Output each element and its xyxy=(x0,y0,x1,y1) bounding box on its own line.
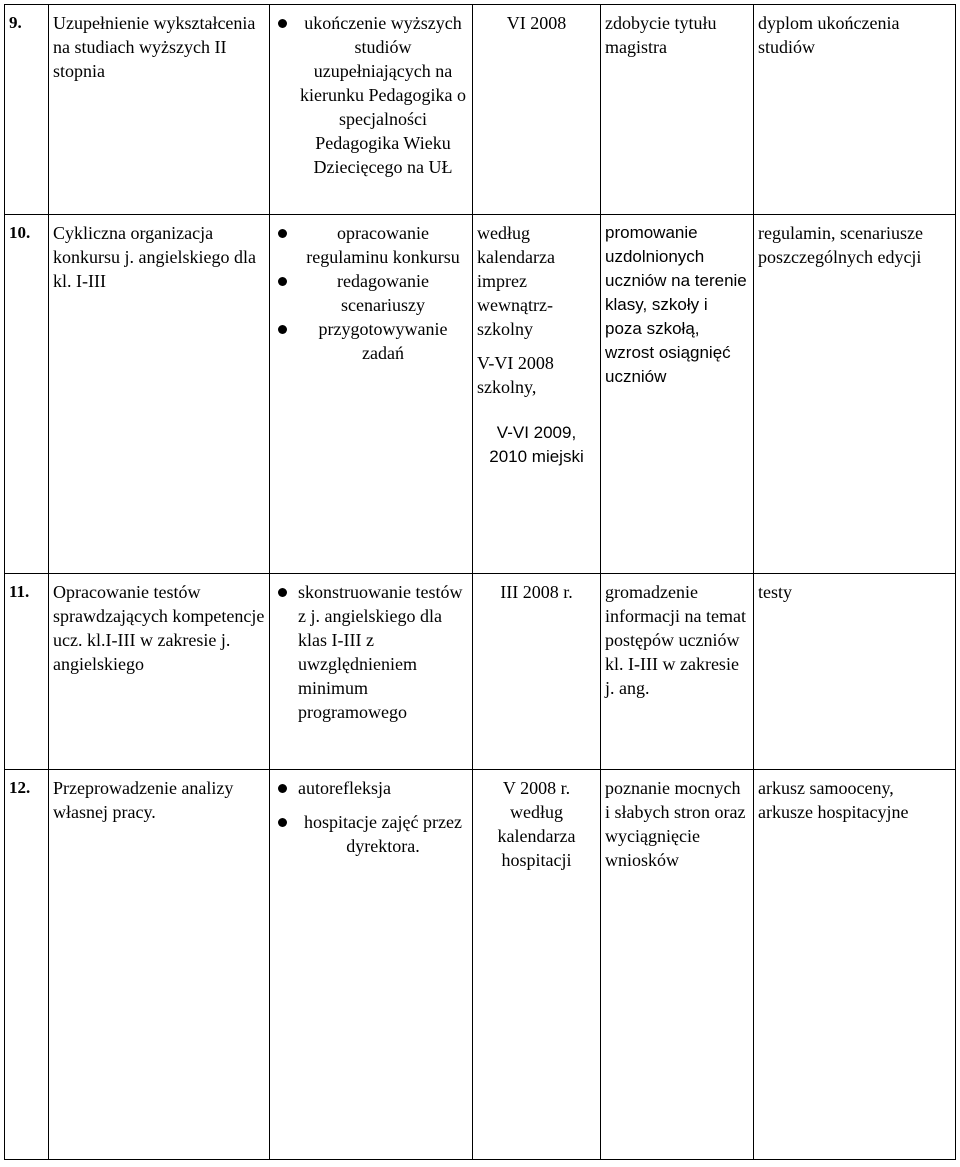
list-item: opracowanie regulaminu konkursu xyxy=(274,221,468,269)
task-cell: Opracowanie testów sprawdzających kompetencje ucz. kl.I-III w zakresie j. angielskiego xyxy=(49,574,270,770)
bullet-icon xyxy=(278,784,287,793)
timing-cell: V 2008 r. według kalendarza hospitacji xyxy=(473,770,601,1160)
list-item: ukończenie wyższych studiów uzupełniających na kierunku Pedagogika o specjalności Pedagogika Wieku Dziecięcego na UŁ xyxy=(274,11,468,179)
list-item: autorefleksja xyxy=(274,776,468,800)
row-number: 12. xyxy=(5,770,49,1160)
activities-cell xyxy=(270,5,473,215)
activities-cell xyxy=(270,574,473,770)
activities-cell xyxy=(270,215,473,574)
bullet-icon xyxy=(278,325,287,334)
evidence-cell: regulamin, scenariusze poszczególnych edycji xyxy=(754,215,956,574)
bullet-icon xyxy=(278,19,287,28)
task-cell: Uzupełnienie wykształcenia na studiach wyższych II stopnia xyxy=(49,5,270,215)
list-item: redagowanie scenariuszy xyxy=(274,269,468,317)
list-item: przygotowywanie zadań xyxy=(274,317,468,365)
evidence-cell: dyplom ukończenia studiów xyxy=(754,5,956,215)
effect-cell: zdobycie tytułu magistra xyxy=(601,5,754,215)
row-number: 9. xyxy=(5,5,49,215)
task-cell: Przeprowadzenie analizy własnej pracy. xyxy=(49,770,270,1160)
timing-text: V-VI 2009, 2010 miejski xyxy=(489,423,584,466)
effect-cell: poznanie mocnych i słabych stron oraz wyciągnięcie wniosków xyxy=(601,770,754,1160)
timing-cell xyxy=(473,215,601,574)
bullet-icon xyxy=(278,229,287,238)
table-row xyxy=(5,5,956,215)
table-row xyxy=(5,215,956,574)
timing-text: V-VI 2008 szkolny, xyxy=(477,353,554,397)
bullet-icon xyxy=(278,818,287,827)
evidence-cell: arkusz samooceny, arkusze hospitacyjne xyxy=(754,770,956,1160)
task-cell: Cykliczna organizacja konkursu j. angielskiego dla kl. I-III xyxy=(49,215,270,574)
table-row xyxy=(5,770,956,1160)
effect-cell: gromadzenie informacji na temat postępów uczniów kl. I-III w zakresie j. ang. xyxy=(601,574,754,770)
bullet-icon xyxy=(278,588,287,597)
list-item: skonstruowanie testów z j. angielskiego dla klas I-III z uwzględnieniem minimum programowego xyxy=(274,580,468,724)
row-number: 10. xyxy=(5,215,49,574)
activities-cell xyxy=(270,770,473,1160)
row-number: 11. xyxy=(5,574,49,770)
list-item: hospitacje zajęć przez dyrektora. xyxy=(274,810,468,858)
effect-cell: promowanie uzdolnionych uczniów na terenie klasy, szkoły i poza szkołą, wzrost osiągnięć uczniów xyxy=(601,215,754,574)
evidence-cell: testy xyxy=(754,574,956,770)
timing-cell: III 2008 r. xyxy=(473,574,601,770)
timing-text: według kalendarza imprez wewnątrz-szkolny xyxy=(477,223,555,339)
table-row xyxy=(5,574,956,770)
bullet-icon xyxy=(278,277,287,286)
development-plan-table xyxy=(4,4,956,1160)
timing-cell: VI 2008 xyxy=(473,5,601,215)
